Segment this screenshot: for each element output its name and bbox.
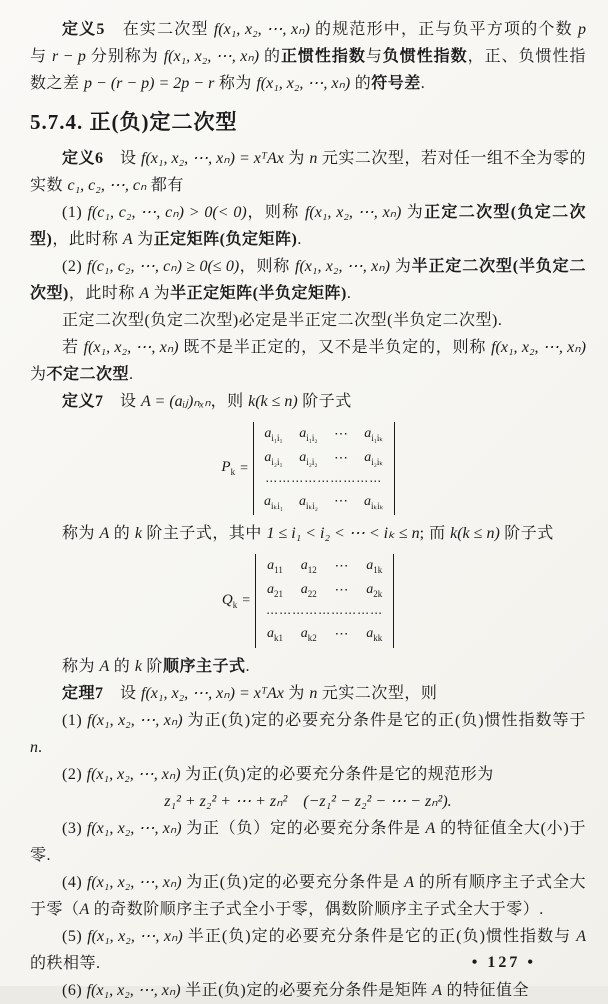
math-run: n (309, 150, 318, 167)
definition-6-item-1 (30, 199, 586, 253)
text-run: 的 (259, 48, 281, 65)
definition-6-item-2 (30, 253, 586, 307)
math-run: f(x₁, x₂, ⋯, xₙ) (304, 204, 402, 221)
text-run: . (129, 366, 134, 383)
matrix-cell: $a_{12}$ (300, 558, 317, 576)
theorem-7-item-2 (30, 761, 586, 788)
math-run: n (30, 738, 38, 756)
text-run: 的特征值全 (442, 981, 530, 999)
math-run: A (404, 873, 414, 891)
text-run: 元实二次型，若对任一组不全为零的实数 (30, 150, 586, 194)
text-run: 设 (103, 393, 142, 410)
matrix-cell: $a_{i_ki_k}$ (363, 493, 384, 511)
matrix-cell: $a_{22}$ (300, 582, 317, 599)
principal-minor-note (30, 520, 586, 547)
math-run: c₁, c₂, ⋯, cₙ (67, 177, 147, 194)
text-run: (6) (62, 981, 87, 999)
math-run: r − p (51, 48, 86, 65)
matrix-cell: $a_{i_ki_1}$ (263, 493, 283, 511)
bold-term: 不定二次型 (46, 366, 130, 383)
bold-term: 定义7 (62, 393, 104, 410)
bold-term: 定义6 (62, 150, 104, 167)
math-run: k(k ≤ n) (450, 525, 500, 543)
text-run: 的 (350, 75, 372, 92)
dots-row: ⋯⋯⋯⋯⋯⋯⋯⋯⋯ (266, 606, 384, 619)
math-run: f(x₁, x₂, ⋯, xₙ) (213, 21, 310, 38)
matrix-cell: $a_{i_ki_2}$ (298, 493, 318, 511)
normal-form-formula (30, 788, 586, 815)
math-run: f(x₁, x₂, ⋯, xₙ) (491, 339, 586, 356)
text-run: 称为 (62, 657, 100, 675)
bold-term: 半正定二次型(半负定二次型) (30, 258, 586, 302)
math-run: A (425, 819, 436, 837)
text-run: (1) (62, 204, 88, 221)
text-run: 为 (132, 231, 154, 248)
bold-term: 负惯性指数 (382, 48, 468, 65)
matrix-cell: $a_{i_1i_k}$ (364, 426, 384, 443)
text-run: (4) (62, 873, 87, 891)
math-run: f(x₁, x₂, ⋯, xₙ) = xᵀAx (141, 684, 284, 702)
matrix-cell: $a_{kk}$ (366, 625, 383, 643)
text-run: 阶 (141, 657, 163, 675)
text-run: ，则称 (246, 204, 305, 221)
matrix-cell: $a_{1k}$ (366, 558, 383, 576)
text-run: 为 (283, 684, 310, 702)
text-run: . (245, 657, 250, 675)
bold-term: 正定矩阵(负定矩阵) (153, 231, 298, 248)
text-run: 与 (365, 48, 383, 65)
determinant-bars (253, 422, 395, 515)
text-run: 称为 (62, 525, 100, 543)
text-run: (2) (62, 258, 88, 275)
math-run: 1 ≤ i₁ < i₂ < ⋯ < iₖ ≤ n (266, 525, 420, 543)
text-run: ，则称 (239, 258, 295, 275)
text-run: ，此时称 (68, 285, 140, 302)
matrix-cell: $a_{k2}$ (300, 625, 317, 643)
math-run: f(x₁, x₂, ⋯, xₙ) (86, 819, 182, 837)
text-run: 为正(负)定的必要充分条件是它的规范形为 (180, 765, 494, 783)
text-run: (1) (62, 711, 88, 729)
matrix-cell: $a_{i_1i_2}$ (299, 426, 318, 443)
math-run: A (99, 657, 110, 675)
principal-minor-determinant (30, 422, 586, 515)
text-run: 半正(负)定的必要充分条件是矩阵 (180, 981, 433, 999)
math-run: f(x₁, x₂, ⋯, xₙ) (86, 981, 181, 999)
text-run: 的所有顺序主子式全大于零（ (30, 873, 586, 918)
dots-row: ⋯⋯⋯⋯⋯⋯⋯⋯⋯ (265, 474, 383, 487)
theorem-7-item-1 (30, 707, 586, 761)
bold-term: 符号差 (371, 75, 421, 92)
matrix-cell: $a_{11}$ (267, 558, 283, 576)
text-run: 的规范形中，正与负平方项的个数 (309, 21, 578, 38)
text-run: 称为 (214, 75, 257, 92)
math-run: f(x₁, x₂, ⋯, xₙ) (163, 48, 260, 65)
math-run: k (134, 657, 142, 675)
matrix-cell: $a_{i_1i_1}$ (264, 426, 283, 443)
math-run: f(c₁, c₂, ⋯, cₙ) > 0(< 0) (87, 204, 247, 221)
math-run: f(x₁, x₂, ⋯, xₙ) (83, 339, 179, 356)
text-run: 为 (283, 150, 310, 167)
text-run: ，正、负惯性指数之差 (30, 48, 586, 92)
definition-5 (30, 16, 586, 97)
math-run: f(c₁, c₂, ⋯, cₙ) ≥ 0(≤ 0) (87, 258, 240, 275)
matrix-cell: $a_{2k}$ (366, 582, 383, 599)
math-run: f(x₁, x₂, ⋯, xₙ) (87, 927, 183, 945)
text-run: 正定二次型(负定二次型)必定是半正定二次型(半负定二次型). (62, 312, 503, 329)
text-run: (3) (62, 819, 87, 837)
text-run: 的 (109, 525, 135, 543)
matrix-cell: ⋯ (333, 450, 348, 466)
definition-6 (30, 145, 586, 199)
text-run: 既不是半正定的，又不是半负定的，则称 (178, 339, 492, 356)
theorem-7-item-6 (30, 977, 586, 1004)
leading-principal-minor-determinant (30, 554, 586, 647)
text-run: 为正（负）定的必要充分条件是 (181, 819, 426, 837)
text-run: ，则 (210, 393, 249, 410)
definition-7 (30, 388, 586, 415)
math-run: p − (r − p) = 2p − r (84, 75, 215, 92)
text-run: 阶主子式，其中 (141, 525, 267, 543)
math-run: n (309, 684, 318, 702)
note-definite-implies-semidefinite (30, 307, 586, 334)
math-run: p (577, 21, 586, 38)
text-run: 的秩相等. (30, 954, 101, 972)
math-run: f(x₁, x₂, ⋯, xₙ) (86, 765, 181, 783)
text-run: . (297, 231, 302, 248)
math-run: f(x₁, x₂, ⋯, xₙ) (86, 873, 182, 891)
text-run: 若 (62, 339, 84, 356)
matrix-cell: $a_{21}$ (267, 582, 283, 599)
matrix-cell: ⋯ (334, 559, 349, 575)
math-run: f(x₁, x₂, ⋯, xₙ) (256, 75, 351, 92)
note-indefinite-form (30, 334, 586, 388)
text-run: 与 (30, 48, 52, 65)
math-run: A = (aᵢⱼ)ₙₓₙ (141, 393, 211, 410)
math-run: f(x₁, x₂, ⋯, xₙ) = xᵀAx (141, 150, 284, 167)
math-run: A (432, 981, 443, 999)
text-run: . (346, 285, 352, 302)
matrix-cell: ⋯ (333, 494, 348, 510)
theorem-7-item-4 (30, 869, 586, 923)
matrix-cell: $a_{i_2i_2}$ (299, 449, 318, 467)
leading-principal-minor-note (30, 653, 586, 680)
text-run: 的特征值全大(小)于零. (30, 819, 586, 864)
bold-term: 定义5 (62, 21, 105, 38)
determinant-label: $P_k$ (221, 459, 236, 478)
equals-sign: = (242, 593, 251, 609)
math-run: A (576, 927, 587, 945)
math-run: f(x₁, x₂, ⋯, xₙ) (295, 258, 390, 275)
bold-term: 顺序主子式 (162, 657, 246, 675)
equals-sign: = (240, 460, 248, 476)
determinant-body (264, 427, 384, 510)
math-run: k (134, 525, 142, 543)
text-run: 分别称为 (85, 48, 164, 65)
math-run: A (122, 231, 133, 248)
math-run: f(x₁, x₂, ⋯, xₙ) (87, 711, 183, 729)
text-run: 元实二次型，则 (317, 684, 438, 702)
theorem-7 (30, 680, 586, 707)
page-number: • 127 • (471, 954, 536, 971)
text-run: 在实二次型 (104, 21, 214, 38)
text-run: (2) (62, 765, 87, 783)
matrix-cell: ⋯ (334, 583, 349, 599)
text-run: 的奇数阶顺序主子式全小于零，偶数阶顺序主子式全大于零）. (89, 900, 544, 918)
math-run: A (139, 285, 150, 302)
text-run: 的 (109, 657, 135, 675)
math-run: z₁² + z₂² + ⋯ + zₙ² (−z₁² − z₂² − ⋯ − zₙ²). (164, 792, 452, 810)
determinant-label: $Q_k$ (221, 591, 238, 610)
text-run: 设 (103, 684, 142, 702)
matrix-cell: ⋯ (333, 426, 348, 442)
section-heading-574: 5.7.4. 正(负)定二次型 (30, 110, 238, 134)
bold-term: 半正定矩阵(半负定矩阵) (170, 285, 347, 302)
text-run: 为 (149, 285, 171, 302)
math-run: A (79, 900, 90, 918)
determinant-bars (255, 554, 394, 647)
text-run: 设 (103, 150, 142, 167)
math-run: k(k ≤ n) (248, 393, 298, 410)
matrix-cell: $a_{i_2i_1}$ (264, 449, 283, 467)
text-run: ; 而 (419, 525, 451, 543)
text-run: ，此时称 (52, 231, 123, 248)
text-run: 半正(负)定的必要充分条件是它的正(负)惯性指数与 (182, 927, 577, 945)
bold-term: 正惯性指数 (280, 48, 366, 65)
matrix-cell: $a_{k1}$ (267, 625, 283, 643)
text-run: 阶子式 (499, 525, 554, 543)
text-run: 为 (389, 258, 412, 275)
text-run: 都有 (146, 177, 184, 194)
theorem-7-item-3 (30, 815, 586, 869)
bold-term: 正定二次型(负定二次型) (30, 204, 586, 248)
text-run: 阶子式 (297, 393, 352, 410)
matrix-cell: ⋯ (334, 626, 349, 642)
bold-term: 定理7 (62, 684, 104, 702)
text-run: . (420, 75, 426, 92)
text-run: 为 (401, 204, 425, 221)
text-run: 为正(负)定的必要充分条件是 (181, 873, 405, 891)
math-run: A (99, 525, 110, 543)
text-run: 为正(负)定的必要充分条件是它的正(负)惯性指数等于 (182, 711, 587, 729)
text-run: . (38, 738, 43, 756)
text-run: (5) (62, 927, 88, 945)
matrix-cell: $a_{i_2i_k}$ (364, 449, 384, 467)
text-run: 为 (30, 366, 47, 383)
determinant-body (266, 559, 383, 642)
